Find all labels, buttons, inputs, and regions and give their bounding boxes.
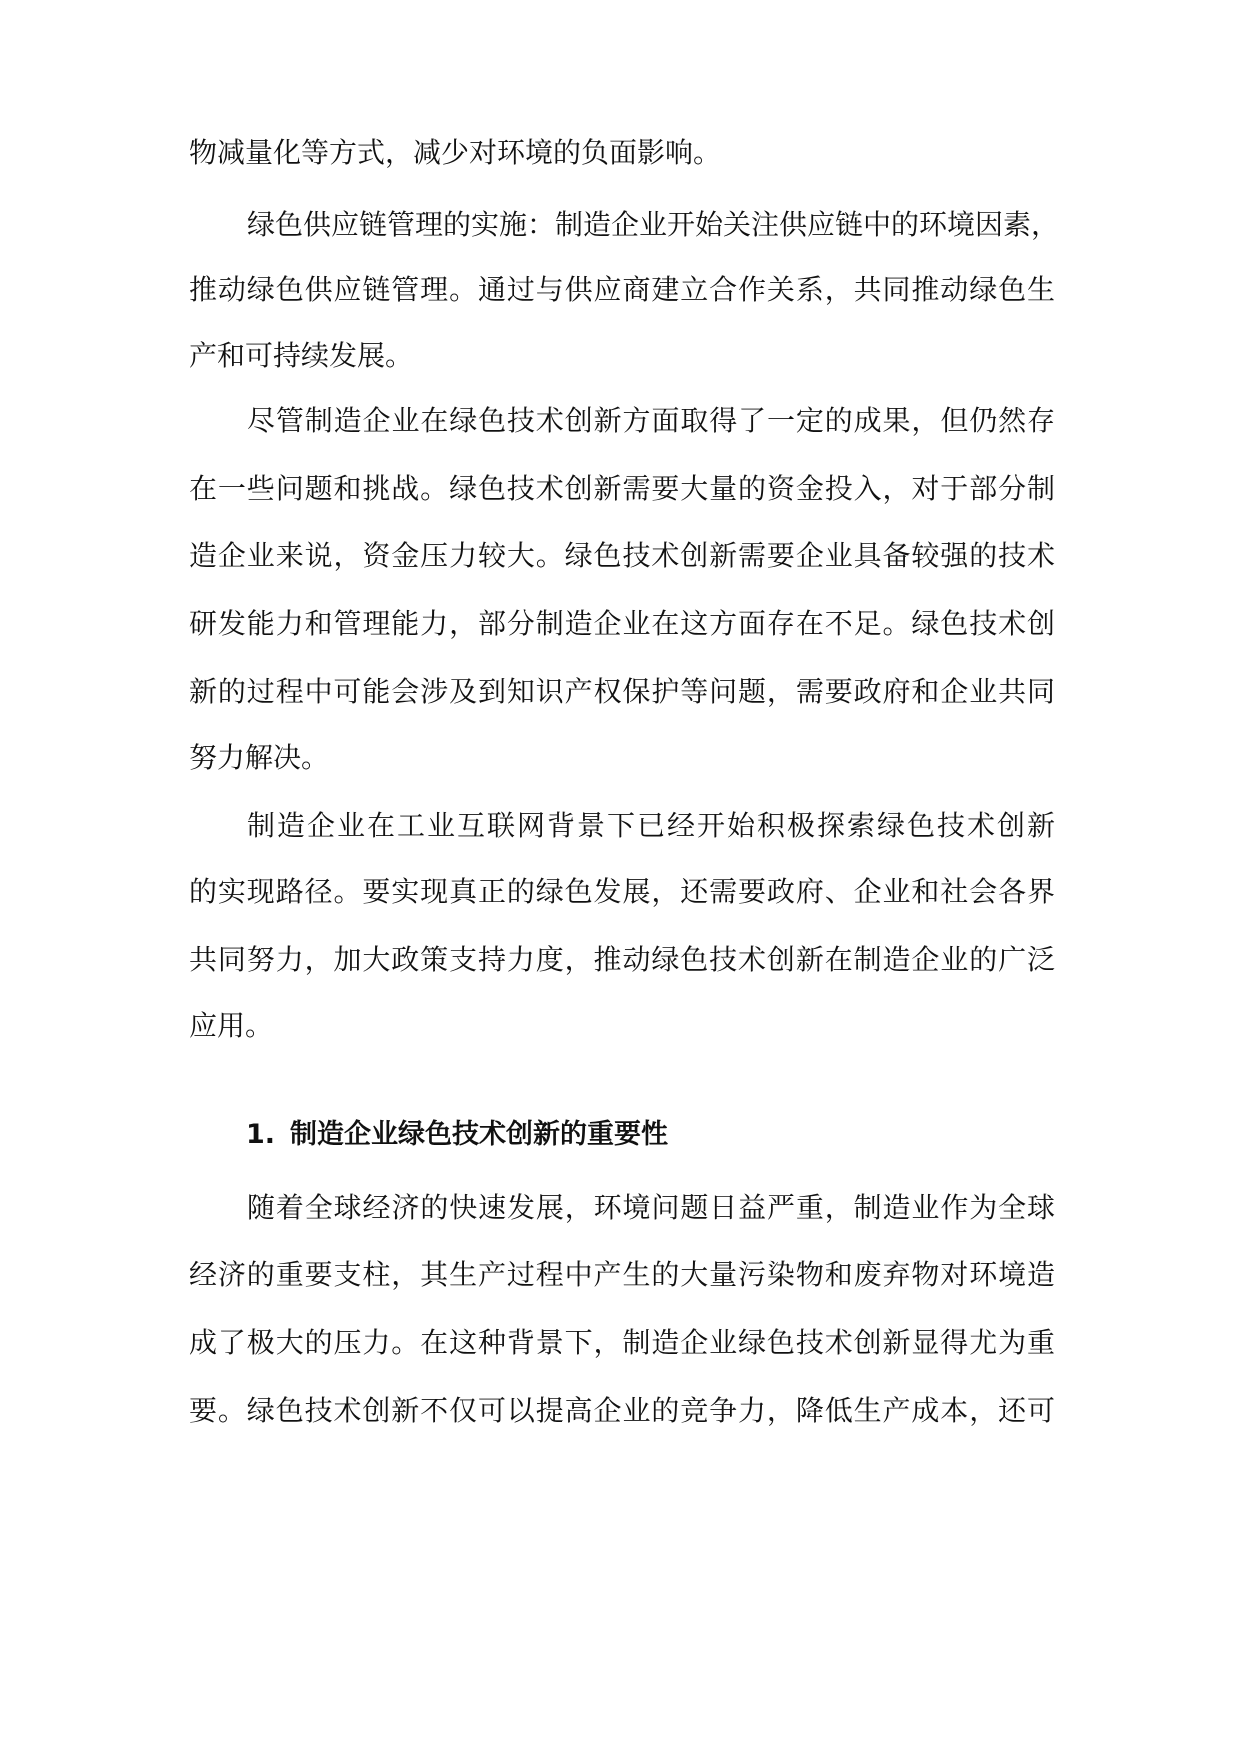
paragraph-2-line-3: 产和可持续发展。 [189, 339, 414, 372]
section-title: 制造企业绿色技术创新的重要性 [290, 1119, 668, 1150]
paragraph-2-line-1: 绿色供应链管理的实施：制造企业开始关注供应链中的环境因素， [247, 208, 1060, 241]
paragraph-4-line-2: 的实现路径。要实现真正的绿色发展，还需要政府、企业和社会各界 [189, 875, 1055, 908]
section-paragraph-line-3: 成了极大的压力。在这种背景下，制造企业绿色技术创新显得尤为重 [189, 1326, 1055, 1359]
paragraph-4-line-4: 应用。 [189, 1009, 274, 1042]
section-number: 1. [246, 1119, 276, 1150]
section-heading [246, 1115, 668, 1155]
paragraph-3-line-4: 研发能力和管理能力，部分制造企业在这方面存在不足。绿色技术创 [189, 607, 1055, 640]
paragraph-3-line-3: 造企业来说，资金压力较大。绿色技术创新需要企业具备较强的技术 [189, 539, 1055, 572]
paragraph-3-line-5: 新的过程中可能会涉及到知识产权保护等问题，需要政府和企业共同 [189, 675, 1055, 708]
paragraph-4-line-1: 制造企业在工业互联网背景下已经开始积极探索绿色技术创新 [247, 809, 1055, 842]
paragraph-1-line-1: 物减量化等方式，减少对环境的负面影响。 [189, 136, 722, 169]
paragraph-3-line-1: 尽管制造企业在绿色技术创新方面取得了一定的成果，但仍然存 [247, 404, 1055, 437]
paragraph-4-line-3: 共同努力，加大政策支持力度，推动绿色技术创新在制造企业的广泛 [189, 943, 1055, 976]
section-paragraph-line-1: 随着全球经济的快速发展，环境问题日益严重，制造业作为全球 [247, 1191, 1055, 1224]
paragraph-3-line-2: 在一些问题和挑战。绿色技术创新需要大量的资金投入，对于部分制 [189, 472, 1055, 505]
paragraph-2-line-2: 推动绿色供应链管理。通过与供应商建立合作关系，共同推动绿色生 [189, 273, 1055, 306]
section-paragraph-line-2: 经济的重要支柱，其生产过程中产生的大量污染物和废弃物对环境造 [189, 1258, 1055, 1291]
section-paragraph-line-4: 要。绿色技术创新不仅可以提高企业的竞争力，降低生产成本，还可 [189, 1394, 1055, 1427]
paragraph-3-line-6: 努力解决。 [189, 741, 330, 774]
